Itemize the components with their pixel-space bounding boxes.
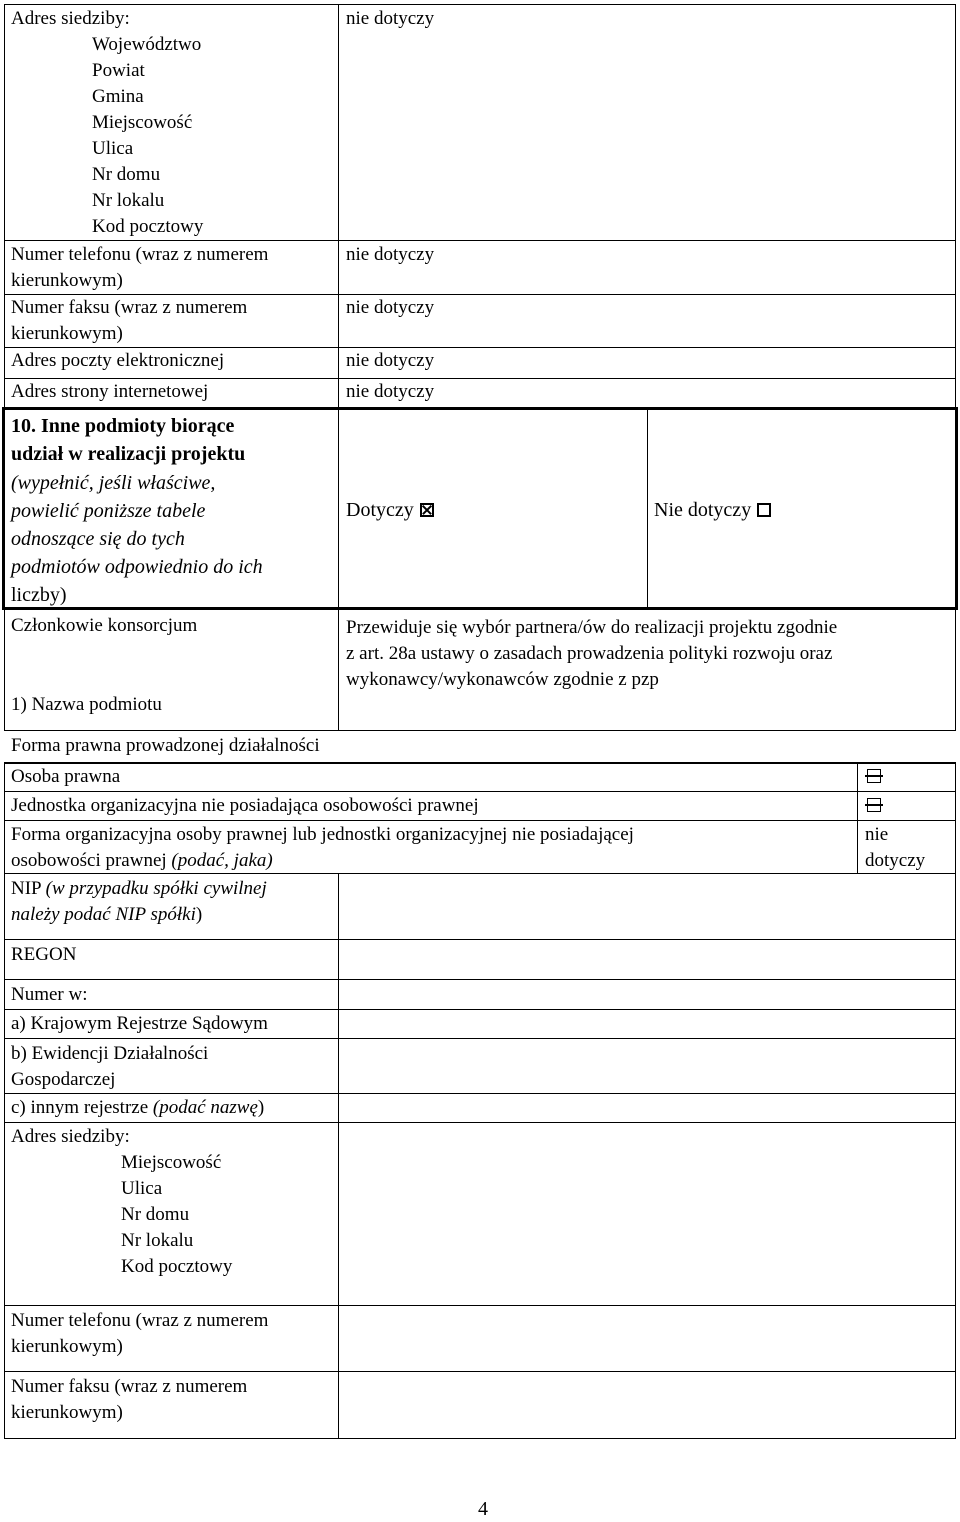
consortium-label: Członkowie konsorcjum: [11, 615, 198, 636]
section-10-title-line1: 10. Inne podmioty biorące: [11, 415, 235, 437]
address-field-city: Miejscowość: [92, 112, 193, 133]
address-field-county: Powiat: [92, 60, 145, 81]
nip-hint-close: ): [195, 904, 203, 925]
address-label: Adres siedziby:: [11, 8, 130, 29]
entity-name-label: 1) Nazwa podmiotu: [11, 694, 162, 715]
bottom-address-apartment-no: Nr lokalu: [121, 1230, 194, 1251]
www-label: Adres strony internetowej: [11, 381, 209, 402]
nip-label-line1: [11, 876, 267, 902]
bottom-address-house-no: Nr domu: [121, 1204, 190, 1225]
consortium-note-line1: Przewiduje się wybór partnera/ów do realizacji projektu zgodnie: [346, 617, 838, 638]
consortium-note-line2: z art. 28a ustawy o zasadach prowadzenia polityki rozwoju oraz: [346, 643, 833, 664]
legal-form-legal-person: Osoba prawna: [11, 766, 121, 787]
register-number-label: Numer w:: [11, 984, 88, 1005]
bottom-fax-label-line1: Numer faksu (wraz z numerem: [11, 1376, 248, 1397]
other-register-close: ): [257, 1097, 265, 1118]
other-register-hint: (podać nazwę: [152, 1097, 258, 1118]
address-field-commune: Gmina: [92, 86, 144, 107]
legal-form-other-text: osobowości prawnej: [11, 850, 172, 871]
section-10-instruction-line3: odnoszące się do tych: [11, 528, 185, 550]
fax-label-line1: Numer faksu (wraz z numerem: [11, 297, 248, 318]
email-label: Adres poczty elektronicznej: [11, 350, 225, 371]
bottom-address-postal-code: Kod pocztowy: [121, 1256, 233, 1277]
legal-person-checkbox-icon[interactable]: [867, 769, 881, 783]
other-register-text: c) innym rejestrze: [11, 1097, 153, 1118]
business-register-label-line1: b) Ewidencji Działalności: [11, 1043, 209, 1064]
bottom-address-street: Ulica: [121, 1178, 163, 1199]
nip-label: NIP: [11, 878, 46, 899]
section-10-title-line2: udział w realizacji projektu: [11, 443, 246, 465]
option-applies-label: Dotyczy: [346, 499, 414, 521]
email-value: nie dotyczy: [346, 350, 435, 371]
section-10-instruction-line1: (wypełnić, jeśli właściwe,: [11, 472, 216, 494]
option-not-applies-label: Nie dotyczy: [654, 499, 752, 521]
fax-label-line2: kierunkowym): [11, 323, 123, 344]
address-value: nie dotyczy: [346, 8, 435, 29]
phone-value: nie dotyczy: [346, 244, 435, 265]
legal-form-other-line2: [11, 848, 273, 874]
bottom-fax-label-line2: kierunkowym): [11, 1402, 123, 1423]
consortium-note-line3: wykonawcy/wykonawców zgodnie z pzp: [346, 669, 659, 690]
org-unit-checkbox-icon[interactable]: [867, 798, 881, 812]
fax-value: nie dotyczy: [346, 297, 435, 318]
nip-label-line2: [11, 902, 202, 928]
address-field-apartment-no: Nr lokalu: [92, 190, 165, 211]
option-not-applies[interactable]: [654, 497, 771, 523]
section-10-instruction-line2: powielić poniższe tabele: [11, 500, 206, 522]
nip-hint-line2: należy podać NIP spółki: [11, 904, 196, 925]
legal-form-header: Forma prawna prowadzonej działalności: [11, 735, 320, 756]
page-number: 4: [478, 1498, 488, 1520]
option-applies[interactable]: [346, 497, 434, 523]
regon-label: REGON: [11, 944, 77, 965]
legal-form-other-line1: Forma organizacyjna osoby prawnej lub jednostki organizacyjnej nie posiadającej: [11, 824, 634, 845]
business-register-label-line2: Gospodarczej: [11, 1069, 116, 1090]
legal-form-org-unit: Jednostka organizacyjna nie posiadająca osobowości prawnej: [11, 795, 479, 816]
section-10-instruction-line4: podmiotów odpowiednio do ich: [11, 556, 263, 578]
address-field-postal-code: Kod pocztowy: [92, 216, 204, 237]
section-10-instruction-line5: liczby): [11, 584, 67, 606]
phone-label-line1: Numer telefonu (wraz z numerem: [11, 244, 269, 265]
address-field-street: Ulica: [92, 138, 134, 159]
bottom-address-city: Miejscowość: [121, 1152, 222, 1173]
krs-label: a) Krajowym Rejestrze Sądowym: [11, 1013, 268, 1034]
bottom-phone-label-line2: kierunkowym): [11, 1336, 123, 1357]
checkbox-checked-icon[interactable]: [420, 503, 434, 517]
nip-hint-line1: (w przypadku spółki cywilnej: [45, 878, 267, 899]
www-value: nie dotyczy: [346, 381, 435, 402]
other-register-label: [11, 1095, 264, 1121]
bottom-phone-label-line1: Numer telefonu (wraz z numerem: [11, 1310, 269, 1331]
legal-form-other-value-line1: nie: [865, 824, 889, 845]
legal-form-other-hint: (podać, jaka): [171, 850, 273, 871]
checkbox-empty-icon[interactable]: [757, 503, 771, 517]
address-field-voivodeship: Województwo: [92, 34, 202, 55]
phone-label-line2: kierunkowym): [11, 270, 123, 291]
address-field-house-no: Nr domu: [92, 164, 161, 185]
bottom-address-label: Adres siedziby:: [11, 1126, 130, 1147]
legal-form-other-value-line2: dotyczy: [865, 850, 926, 871]
